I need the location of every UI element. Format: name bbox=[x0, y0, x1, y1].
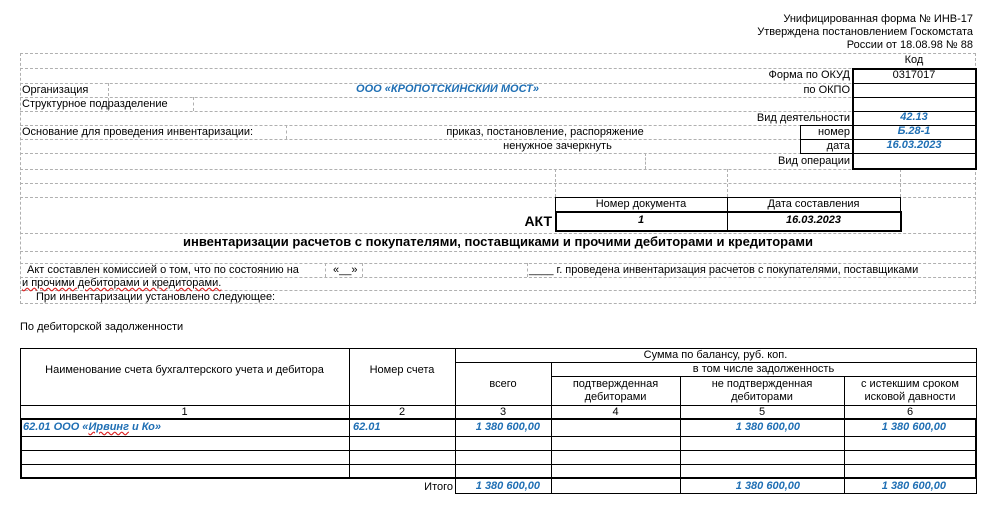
col-num-1: 1 bbox=[181, 406, 188, 418]
akt-label: АКТ bbox=[524, 213, 552, 229]
col-expired-header-1: с истекшим сроком bbox=[861, 378, 959, 390]
doc-date-header: Дата составления bbox=[767, 198, 860, 210]
col-num-3: 3 bbox=[499, 406, 507, 418]
row1-name-prefix: 62.01 ООО « bbox=[23, 421, 89, 433]
section-title: По дебиторской задолженности bbox=[20, 321, 184, 333]
itogo-unconfirmed[interactable]: 1 380 600,00 bbox=[735, 480, 800, 492]
row1-unconfirmed[interactable]: 1 380 600,00 bbox=[735, 421, 800, 433]
row1-name[interactable] bbox=[23, 421, 161, 434]
col-num-5: 5 bbox=[758, 406, 766, 418]
doc-date-value[interactable]: 16.03.2023 bbox=[785, 214, 842, 226]
col-name-header: Наименование счета бухгалтерского учета и дебитора bbox=[45, 364, 324, 376]
org-value[interactable]: ООО «КРОПОТСКИНСКИИ МОСТ» bbox=[356, 83, 539, 95]
text-line-2-content: и прочими дебиторами и кредиторами. bbox=[22, 277, 222, 289]
col-unconfirmed-header-2: дебиторами bbox=[731, 391, 793, 403]
col-sum-group: Сумма по балансу, руб. коп. bbox=[643, 349, 788, 361]
activity-value[interactable]: 42.13 bbox=[900, 111, 928, 123]
col-num-6: 6 bbox=[906, 406, 914, 418]
date-label: дата bbox=[826, 140, 850, 152]
text-line-1c: ____ г. проведена инвентаризация расчетов с покупателями, поставщиками bbox=[529, 264, 919, 276]
col-confirmed-header-1: подтвержденная bbox=[572, 378, 659, 390]
form-line-1: Унифицированная форма № ИНВ-17 bbox=[783, 13, 973, 25]
col-unconfirmed-header-1: не подтвержденная bbox=[711, 378, 813, 390]
row1-account[interactable]: 62.01 bbox=[353, 421, 381, 433]
row1-total[interactable]: 1 380 600,00 bbox=[475, 421, 540, 433]
doc-number-header: Номер документа bbox=[595, 198, 687, 210]
form-line-2: Утверждена постановлением Госкомстата bbox=[757, 26, 973, 38]
row1-name-core: Ирвинг bbox=[88, 421, 129, 433]
number-value[interactable]: Б.28-1 bbox=[897, 125, 931, 137]
text-line-3: При инвентаризации установлено следующее: bbox=[36, 291, 276, 303]
col-num-4: 4 bbox=[612, 406, 619, 418]
col-incl-group: в том числе задолженность bbox=[692, 363, 835, 375]
operation-label: Вид операции bbox=[778, 155, 850, 167]
text-date-blank[interactable]: «__» bbox=[333, 264, 358, 276]
akt-title: инвентаризации расчетов с покупателями, поставщиками и прочими дебиторами и кредиторами bbox=[183, 234, 813, 249]
col-expired-header-2: исковой давности bbox=[864, 391, 956, 403]
text-line-1a: Акт составлен комиссией о том, что по состоянию на bbox=[27, 264, 299, 276]
okud-label: Форма по ОКУД bbox=[768, 69, 850, 81]
basis-label: Основание для проведения инвентаризации: bbox=[22, 126, 254, 138]
itogo-expired[interactable]: 1 380 600,00 bbox=[881, 480, 946, 492]
okud-value[interactable]: 0317017 bbox=[892, 69, 936, 81]
col-confirmed-header-2: дебиторами bbox=[584, 391, 647, 403]
form-line-3: России от 18.08.98 № 88 bbox=[846, 39, 973, 51]
date-value[interactable]: 16.03.2023 bbox=[886, 139, 942, 151]
itogo-label: Итого bbox=[424, 481, 453, 493]
col-account-header: Номер счета bbox=[369, 364, 435, 376]
okpo-label: по ОКПО bbox=[803, 84, 850, 96]
strike-hint: ненужное зачеркнуть bbox=[503, 140, 612, 152]
org-label: Организация bbox=[22, 84, 89, 96]
itogo-total[interactable]: 1 380 600,00 bbox=[475, 480, 540, 492]
row1-name-suffix: и Ко» bbox=[128, 421, 161, 433]
number-label: номер bbox=[818, 126, 850, 138]
basis-hint: приказ, постановление, распоряжение bbox=[446, 126, 644, 138]
subdivision-label: Структурное подразделение bbox=[22, 98, 168, 110]
activity-label: Вид деятельности bbox=[756, 112, 850, 124]
kod-header: Код bbox=[904, 54, 924, 66]
doc-number-value[interactable]: 1 bbox=[637, 214, 645, 226]
text-line-2 bbox=[22, 277, 221, 290]
row1-expired[interactable]: 1 380 600,00 bbox=[881, 421, 946, 433]
col-num-2: 2 bbox=[398, 406, 406, 418]
col-total-header: всего bbox=[489, 378, 517, 390]
